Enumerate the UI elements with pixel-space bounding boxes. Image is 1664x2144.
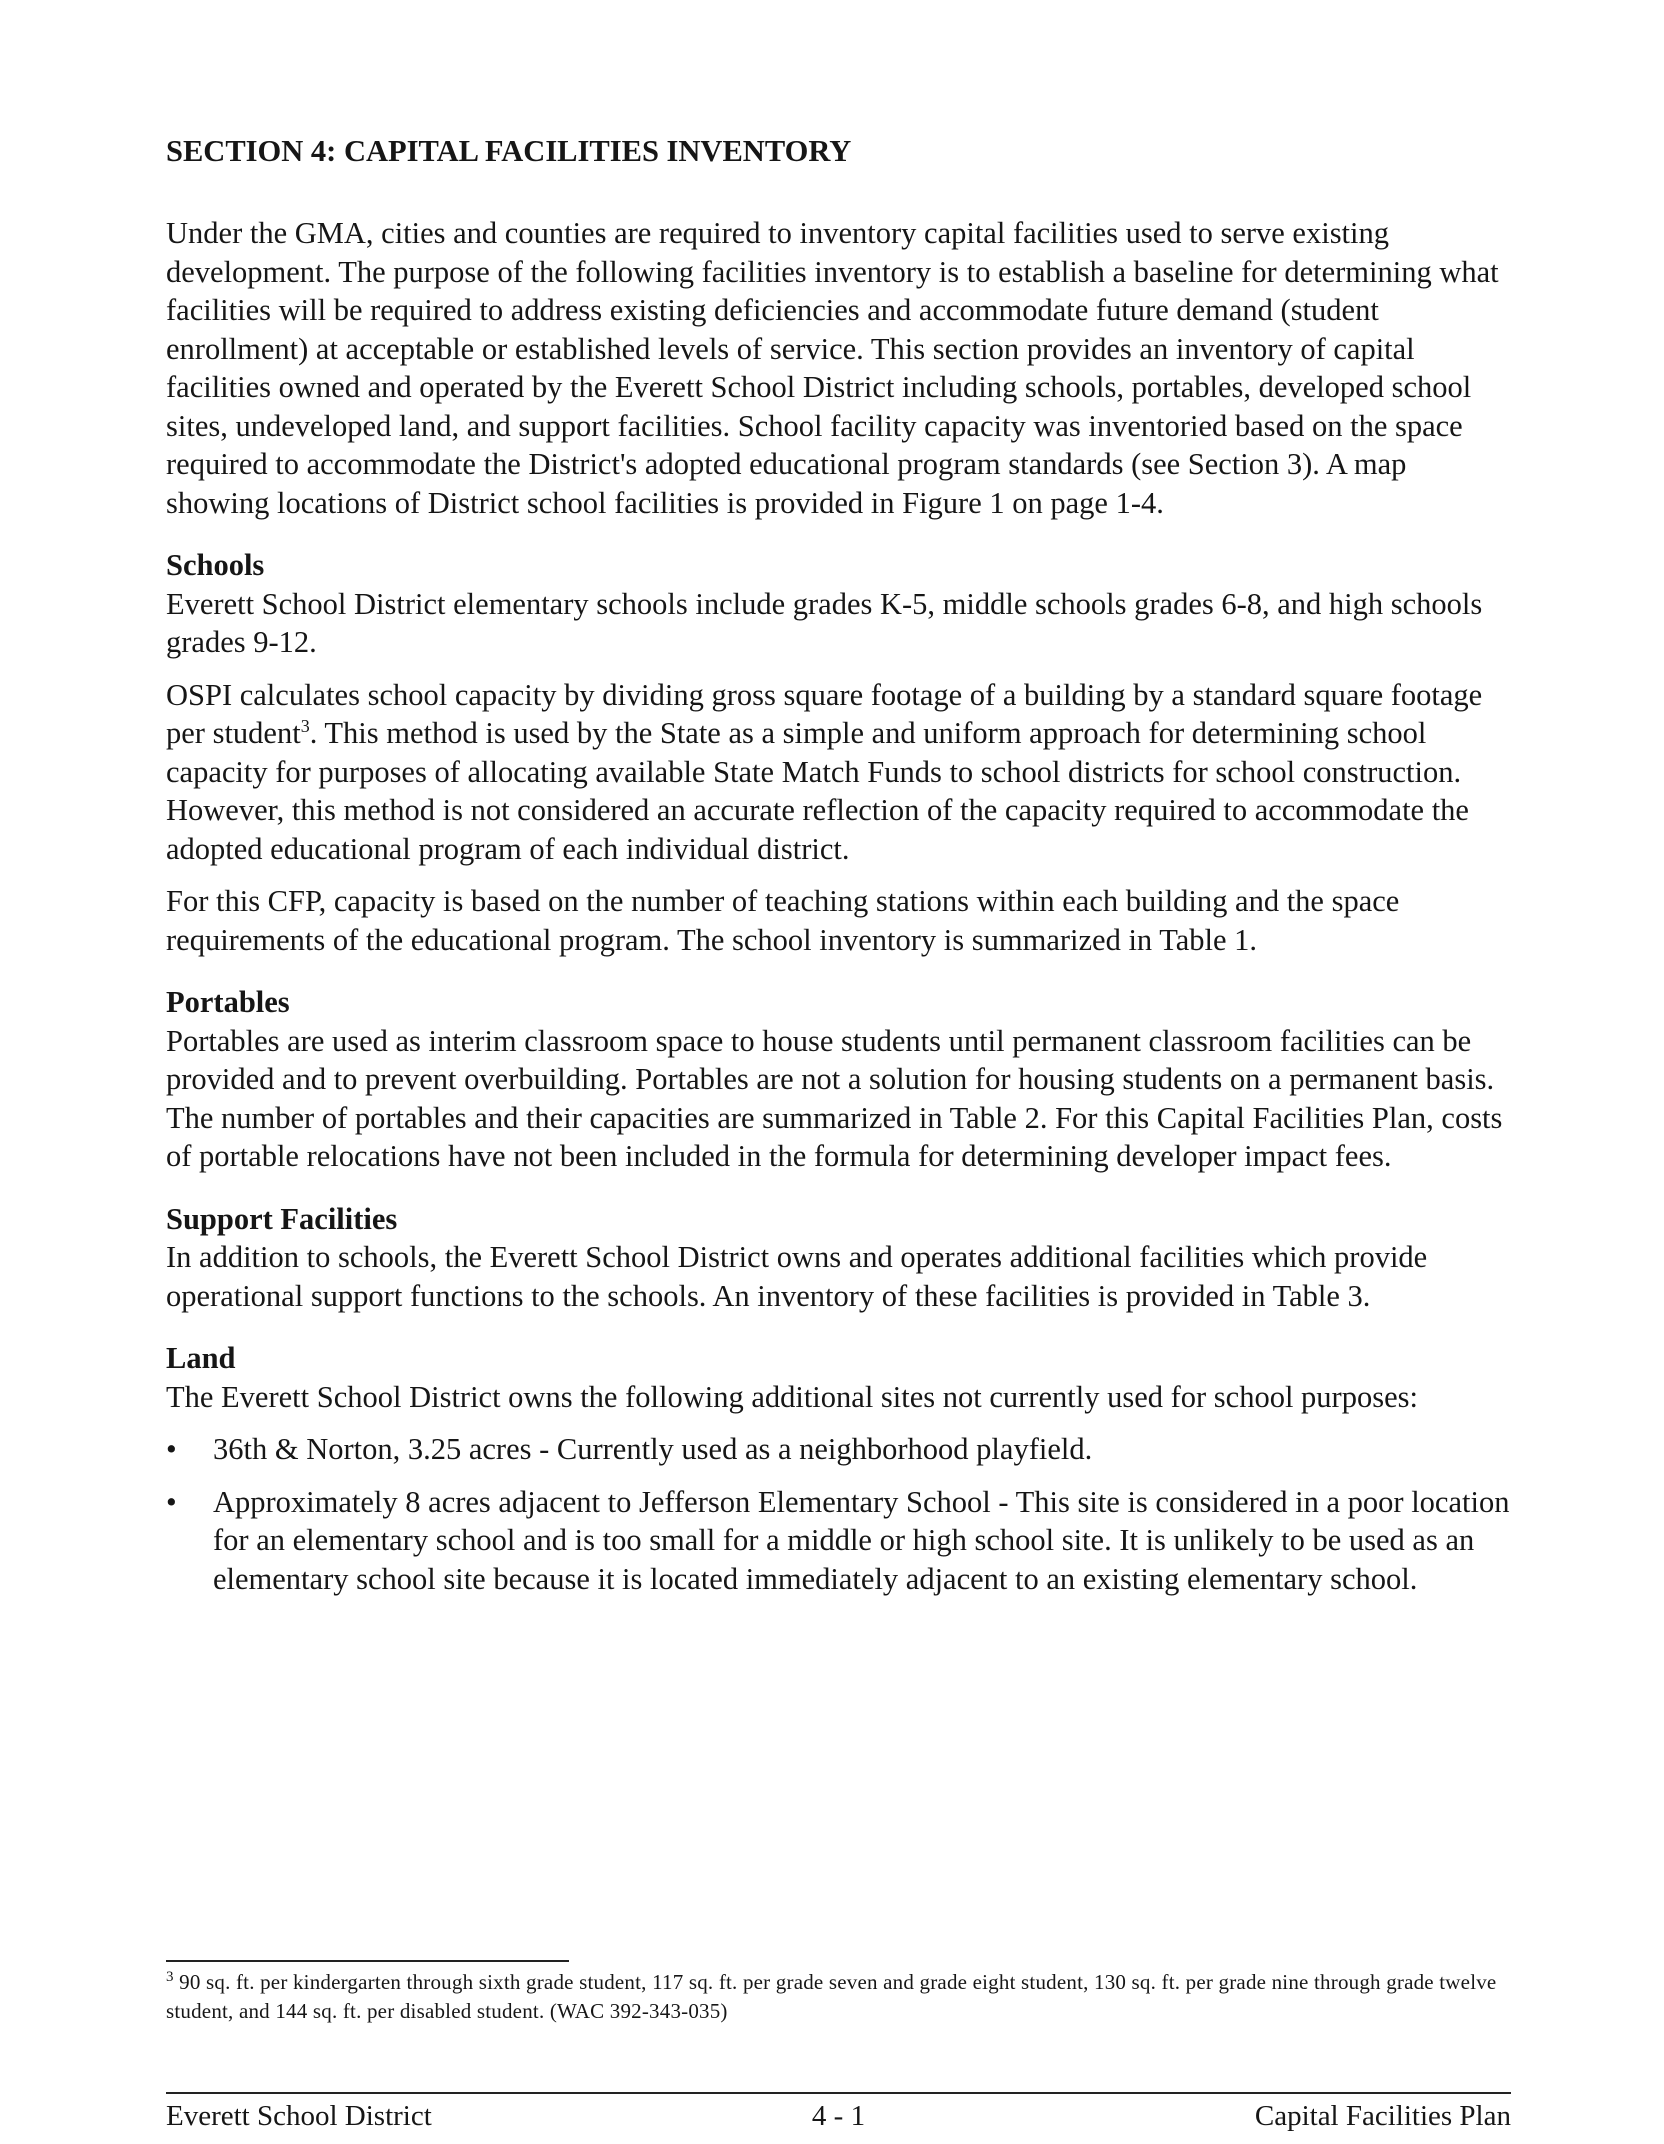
land-paragraph: The Everett School District owns the following additional sites not currently used for school purposes:	[166, 1379, 1418, 1414]
land-site-list	[166, 1430, 1511, 1598]
support-facilities-paragraph: In addition to schools, the Everett School District owns and operates additional facilities which provide operational support functions to the schools. An inventory of these facilities is provided in Table 3.	[166, 1240, 1428, 1313]
portables-paragraph: Portables are used as interim classroom space to house students until permanent classroom facilities can be provided and to prevent overbuilding. Portables are not a solution for housing students on a permanent basis. The number of portables and their capacities are summarized in Table 2. For this Capital Facilities Plan, costs of portable relocations have not been included in the formula for determining developer impact fees.	[166, 1023, 1503, 1173]
schools-paragraph-3: For this CFP, capacity is based on the number of teaching stations within each building and the space requirements of the educational program. The school inventory is summarized in Table 1.	[166, 884, 1400, 957]
footnote-reference: 3	[300, 715, 310, 736]
schools-section	[166, 546, 1511, 959]
portables-section	[166, 983, 1511, 1176]
schools-paragraph-2-text: OSPI calculates school capacity by dividing gross square footage of a building by a standard square footage per student	[166, 677, 1483, 750]
bullet-icon: •	[166, 1484, 177, 1519]
intro-paragraph: Under the GMA, cities and counties are required to inventory capital facilities used to serve existing development. The purpose of the following facilities inventory is to establish a baseline for determining what facilities will be required to address existing deficiencies and accommodate future demand (student enrollment) at acceptable or established levels of service. This section provides an inventory of capital facilities owned and operated by the Everett School District including schools, portables, developed school sites, undeveloped land, and support facilities. School facility capacity was inventoried based on the space required to accommodate the District's adopted educational program standards (see Section 3). A map showing locations of District school facilities is provided in Figure 1 on page 1-4.	[166, 216, 1499, 520]
list-item-text: 36th & Norton, 3.25 acres - Currently used as a neighborhood playfield.	[213, 1432, 1093, 1466]
bullet-icon: •	[166, 1432, 177, 1466]
schools-paragraph-2	[166, 676, 1511, 869]
page-footer	[166, 2097, 1511, 2137]
footnote-marker: 3	[166, 1969, 174, 1985]
list-item-text: Approximately 8 acres adjacent to Jefferson Elementary School - This site is considered in a poor location for an elementary school and is too small for a middle or high school site. It is unlikely to be used as an elementary school site because it is located immediately adjacent to an existing elementary school.	[213, 1484, 1510, 1596]
portables-heading: Portables	[166, 985, 290, 1019]
section-heading: SECTION 4: CAPITAL FACILITIES INVENTORY	[166, 134, 852, 168]
footer-divider	[166, 2092, 1511, 2094]
footer-district-name: Everett School District	[166, 2100, 432, 2132]
land-heading: Land	[166, 1341, 236, 1375]
schools-paragraph-2-rest: . This method is used by the State as a simple and uniform approach for determining school capacity for purposes of allocating available State Match Funds to school districts for school construction. However, this method is not considered an accurate reflection of the capacity required to accommodate the adopted educational program of each individual district.	[166, 716, 1469, 866]
list-item	[166, 1483, 1511, 1599]
schools-paragraph-1: Everett School District elementary schools include grades K-5, middle schools grades 6-8, and high schools grades 9-12.	[166, 586, 1483, 659]
support-facilities-section	[166, 1200, 1511, 1316]
footnote	[166, 1968, 1511, 2026]
support-facilities-heading: Support Facilities	[166, 1201, 398, 1236]
land-section	[166, 1339, 1511, 1598]
footnote-divider	[166, 1960, 569, 1962]
page-number: 4 - 1	[811, 2100, 866, 2132]
footer-document-title: Capital Facilities Plan	[1254, 2100, 1511, 2132]
list-item	[166, 1430, 1511, 1469]
footnote-text: 90 sq. ft. per kindergarten through sixth grade student, 117 sq. ft. per grade seven and grade eight student, 130 sq. ft. per grade nine through grade twelve student, and 144 sq. ft. per disabled student. (WAC 392-343-035)	[166, 1970, 1497, 2023]
page-body	[166, 124, 1511, 1612]
schools-heading: Schools	[166, 548, 265, 582]
